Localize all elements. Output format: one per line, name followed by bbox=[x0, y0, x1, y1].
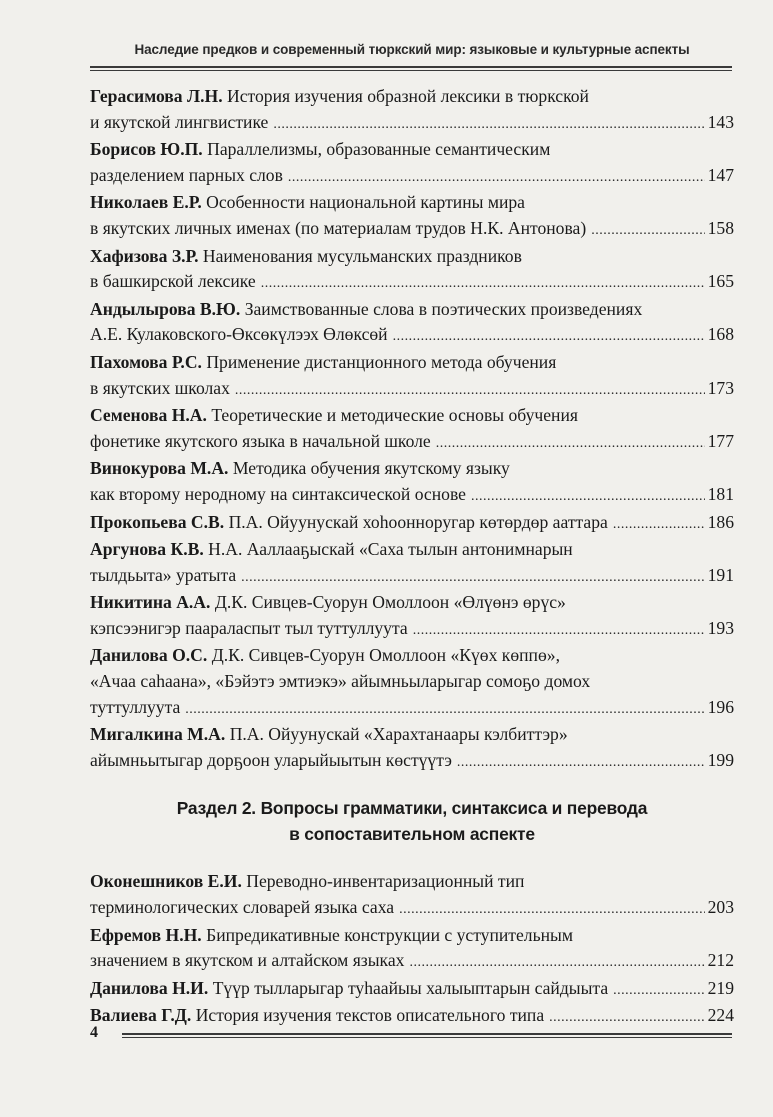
toc-title-text: Применение дистанционного метода обучения bbox=[206, 351, 557, 372]
toc-entry bbox=[90, 244, 734, 297]
dot-leader bbox=[549, 1005, 704, 1031]
header-rule bbox=[90, 66, 732, 68]
toc-title-text: и якутской лингвистике bbox=[90, 111, 269, 132]
toc-author: Герасимова Л.Н. bbox=[90, 86, 223, 106]
toc-title-text: разделением парных слов bbox=[90, 164, 283, 185]
toc-entry-line bbox=[90, 482, 734, 510]
toc-entry-line bbox=[90, 322, 734, 350]
toc-title-text: фонетике якутского языка в начальной школе bbox=[90, 430, 431, 451]
dot-leader bbox=[471, 484, 705, 510]
toc-page-number: 219 bbox=[707, 977, 734, 998]
toc-title-text: Д.К. Сивцев-Суорун Омоллоон «Өлүөнэ өрүс» bbox=[214, 592, 566, 613]
dot-leader bbox=[413, 618, 705, 644]
toc-title-text: Заимствованные слова в поэтических произведениях bbox=[244, 298, 643, 319]
toc-entry-line bbox=[90, 216, 734, 244]
toc-title-text: Н.А. Ааллааҕыскай «Саха тылын антонимнарын bbox=[208, 539, 573, 560]
toc-title-text: значением в якутском и алтайском языках bbox=[90, 950, 405, 971]
toc-title-text: «Ачаа саһаана», «Бэйэтэ эмтиэкэ» айымньыларыгар сомоҕо домох bbox=[90, 671, 591, 692]
toc-entry bbox=[90, 510, 734, 538]
toc-title-text: в башкирской лексике bbox=[90, 271, 256, 292]
header-rule-thin bbox=[90, 70, 732, 71]
toc-entry bbox=[90, 537, 734, 590]
toc-entry-line bbox=[90, 948, 734, 976]
toc-title-text: туттуллуута bbox=[90, 696, 181, 717]
toc-entry bbox=[90, 350, 734, 403]
toc-title-text: Особенности национальной картины мира bbox=[206, 192, 525, 213]
toc-title-text: А.Е. Кулаковского-Өксөкүлээх Өлөксөй bbox=[90, 324, 388, 345]
toc-page-number: 196 bbox=[707, 696, 734, 717]
toc-author: Семенова Н.А. bbox=[90, 405, 207, 426]
toc-entry-line bbox=[90, 110, 734, 138]
toc-author: Никитина А.А. bbox=[90, 592, 211, 613]
dot-leader bbox=[241, 565, 704, 591]
toc-entry bbox=[90, 456, 734, 509]
toc-author: Аргунова К.В. bbox=[90, 539, 204, 560]
dot-leader bbox=[613, 978, 704, 1004]
toc-entry bbox=[90, 722, 734, 775]
toc-title-text: Переводно-инвентаризационный тип bbox=[246, 871, 525, 892]
toc-entry-line bbox=[90, 748, 734, 776]
toc-page-number: 173 bbox=[707, 377, 734, 398]
toc-entry bbox=[90, 297, 734, 350]
dot-leader bbox=[261, 271, 705, 297]
dot-leader bbox=[457, 750, 705, 776]
toc-entry bbox=[90, 84, 734, 137]
toc-title-text: Методика обучения якутскому языку bbox=[232, 458, 510, 479]
toc-entry-line bbox=[90, 869, 734, 895]
toc-entry bbox=[90, 403, 734, 456]
toc-page-number: 191 bbox=[707, 564, 734, 585]
dot-leader bbox=[393, 324, 705, 350]
toc-page-number: 168 bbox=[707, 324, 734, 345]
toc-entry-line bbox=[90, 510, 734, 538]
toc-page-number: 203 bbox=[707, 897, 734, 918]
toc-entry-line bbox=[90, 590, 734, 616]
toc-entry bbox=[90, 590, 734, 643]
toc-author: Пахомова Р.С. bbox=[90, 351, 202, 372]
toc-entry bbox=[90, 923, 734, 976]
toc-author: Прокопьева С.В. bbox=[90, 511, 225, 532]
toc-page-number: 212 bbox=[707, 950, 734, 971]
table-of-contents bbox=[90, 84, 734, 1031]
toc-title-text: Теоретические и методические основы обучения bbox=[211, 405, 578, 426]
toc-title-text: терминологических словарей языка саха bbox=[90, 897, 395, 918]
toc-entry-line bbox=[90, 403, 734, 429]
toc-page-number: 199 bbox=[707, 749, 734, 770]
toc-entry-line bbox=[90, 190, 734, 216]
page-number: 4 bbox=[90, 1024, 98, 1041]
toc-title-text: в якутских школах bbox=[90, 377, 230, 398]
dot-leader bbox=[273, 112, 704, 138]
toc-page-number: 177 bbox=[707, 430, 734, 451]
toc-page-number: 158 bbox=[707, 217, 734, 238]
toc-entry-line bbox=[90, 297, 734, 323]
toc-author: Мигалкина М.А. bbox=[90, 724, 226, 745]
toc-author: Ефремов Н.Н. bbox=[90, 924, 202, 945]
toc-author: Валиева Г.Д. bbox=[90, 1005, 192, 1026]
toc-entry bbox=[90, 869, 734, 922]
toc-page-number: 143 bbox=[707, 111, 734, 132]
toc-title-text: айымньытыгар дорҕоон уларыйыытын көстүүтэ bbox=[90, 749, 452, 770]
toc-title-text: кэпсээнигэр паараласпыт тыл туттуллуута bbox=[90, 617, 408, 638]
toc-entry-line bbox=[90, 923, 734, 949]
toc-entry-line bbox=[90, 563, 734, 591]
toc-title-text: как второму неродному на синтаксической основе bbox=[90, 483, 466, 504]
toc-author: Данилова О.С. bbox=[90, 645, 208, 666]
section-title-line-1: Раздел 2. Вопросы грамматики, синтаксиса и перевода bbox=[176, 798, 648, 819]
toc-entry-line bbox=[90, 643, 734, 669]
toc-group-section-2 bbox=[90, 869, 734, 1031]
toc-entry-line bbox=[90, 137, 734, 163]
toc-entry-line bbox=[90, 1003, 734, 1031]
toc-entry-line bbox=[90, 456, 734, 482]
toc-title-text: тылдьыта» уратыта bbox=[90, 564, 237, 585]
running-header: Наследие предков и современный тюркский мир: языковые и культурные аспекты bbox=[134, 42, 690, 57]
toc-entry-line bbox=[90, 376, 734, 404]
toc-title-text: Параллелизмы, образованные семантическим bbox=[207, 139, 551, 160]
dot-leader bbox=[235, 378, 705, 404]
toc-author: Андылырова В.Ю. bbox=[90, 298, 241, 319]
toc-entry-line bbox=[90, 616, 734, 644]
toc-page-number: 181 bbox=[707, 483, 734, 504]
toc-entry-line bbox=[90, 976, 734, 1004]
toc-entry-line bbox=[90, 163, 734, 191]
dot-leader bbox=[399, 897, 705, 923]
toc-title-text: Д.К. Сивцев-Суорун Омоллоон «Күөх көппө», bbox=[211, 645, 560, 666]
section-title-line-2: в сопоставительном аспекте bbox=[289, 824, 535, 845]
toc-title-text: Бипредикативные конструкции с уступительным bbox=[206, 924, 573, 945]
toc-title-text: П.А. Ойуунускай хоһоонноругар көтөрдөр ааттара bbox=[228, 511, 608, 532]
toc-page-number: 193 bbox=[707, 617, 734, 638]
toc-entry-line bbox=[90, 722, 734, 748]
toc-page-number: 165 bbox=[707, 271, 734, 292]
toc-author: Хафизова З.Р. bbox=[90, 245, 199, 266]
toc-title-text: Түүр тылларыгар туһаайыы халыыптарын сайдыыта bbox=[212, 977, 609, 998]
toc-entry-line bbox=[90, 269, 734, 297]
toc-entry bbox=[90, 643, 734, 722]
toc-entry bbox=[90, 137, 734, 190]
dot-leader bbox=[185, 697, 704, 723]
toc-entry bbox=[90, 1003, 734, 1031]
toc-title-text: Наименования мусульманских праздников bbox=[202, 245, 522, 266]
toc-title-text: История изучения образной лексики в тюркской bbox=[227, 86, 589, 106]
toc-page-number: 147 bbox=[707, 164, 734, 185]
toc-title-text: в якутских личных именах (по материалам трудов Н.К. Антонова) bbox=[90, 217, 587, 238]
toc-title-text: П.А. Ойуунускай «Харахтанаары кэлбиттэр» bbox=[229, 724, 568, 745]
toc-entry-line bbox=[90, 895, 734, 923]
toc-entry-line bbox=[90, 537, 734, 563]
dot-leader bbox=[409, 950, 704, 976]
section-heading bbox=[90, 795, 734, 847]
toc-author: Николаев Е.Р. bbox=[90, 192, 202, 213]
toc-entry-line bbox=[90, 669, 734, 695]
toc-entry-line bbox=[90, 350, 734, 376]
dot-leader bbox=[613, 512, 705, 538]
footer-rule bbox=[122, 1033, 732, 1035]
dot-leader bbox=[591, 218, 704, 244]
toc-entry bbox=[90, 190, 734, 243]
toc-entry bbox=[90, 976, 734, 1004]
footer-rule-thin bbox=[122, 1037, 732, 1038]
toc-entry-line bbox=[90, 244, 734, 270]
dot-leader bbox=[436, 431, 705, 457]
toc-author: Оконешников Е.И. bbox=[90, 871, 242, 892]
dot-leader bbox=[288, 165, 705, 191]
toc-page-number: 224 bbox=[707, 1005, 734, 1026]
toc-page-number: 186 bbox=[707, 511, 734, 532]
toc-entry-line bbox=[90, 84, 734, 110]
toc-group-section-1 bbox=[90, 84, 734, 775]
toc-author: Винокурова М.А. bbox=[90, 458, 229, 479]
toc-author: Борисов Ю.П. bbox=[90, 139, 203, 160]
toc-title-text: История изучения текстов описательного типа bbox=[195, 1005, 545, 1026]
toc-entry-line bbox=[90, 695, 734, 723]
toc-author: Данилова Н.И. bbox=[90, 977, 209, 998]
toc-entry-line bbox=[90, 429, 734, 457]
